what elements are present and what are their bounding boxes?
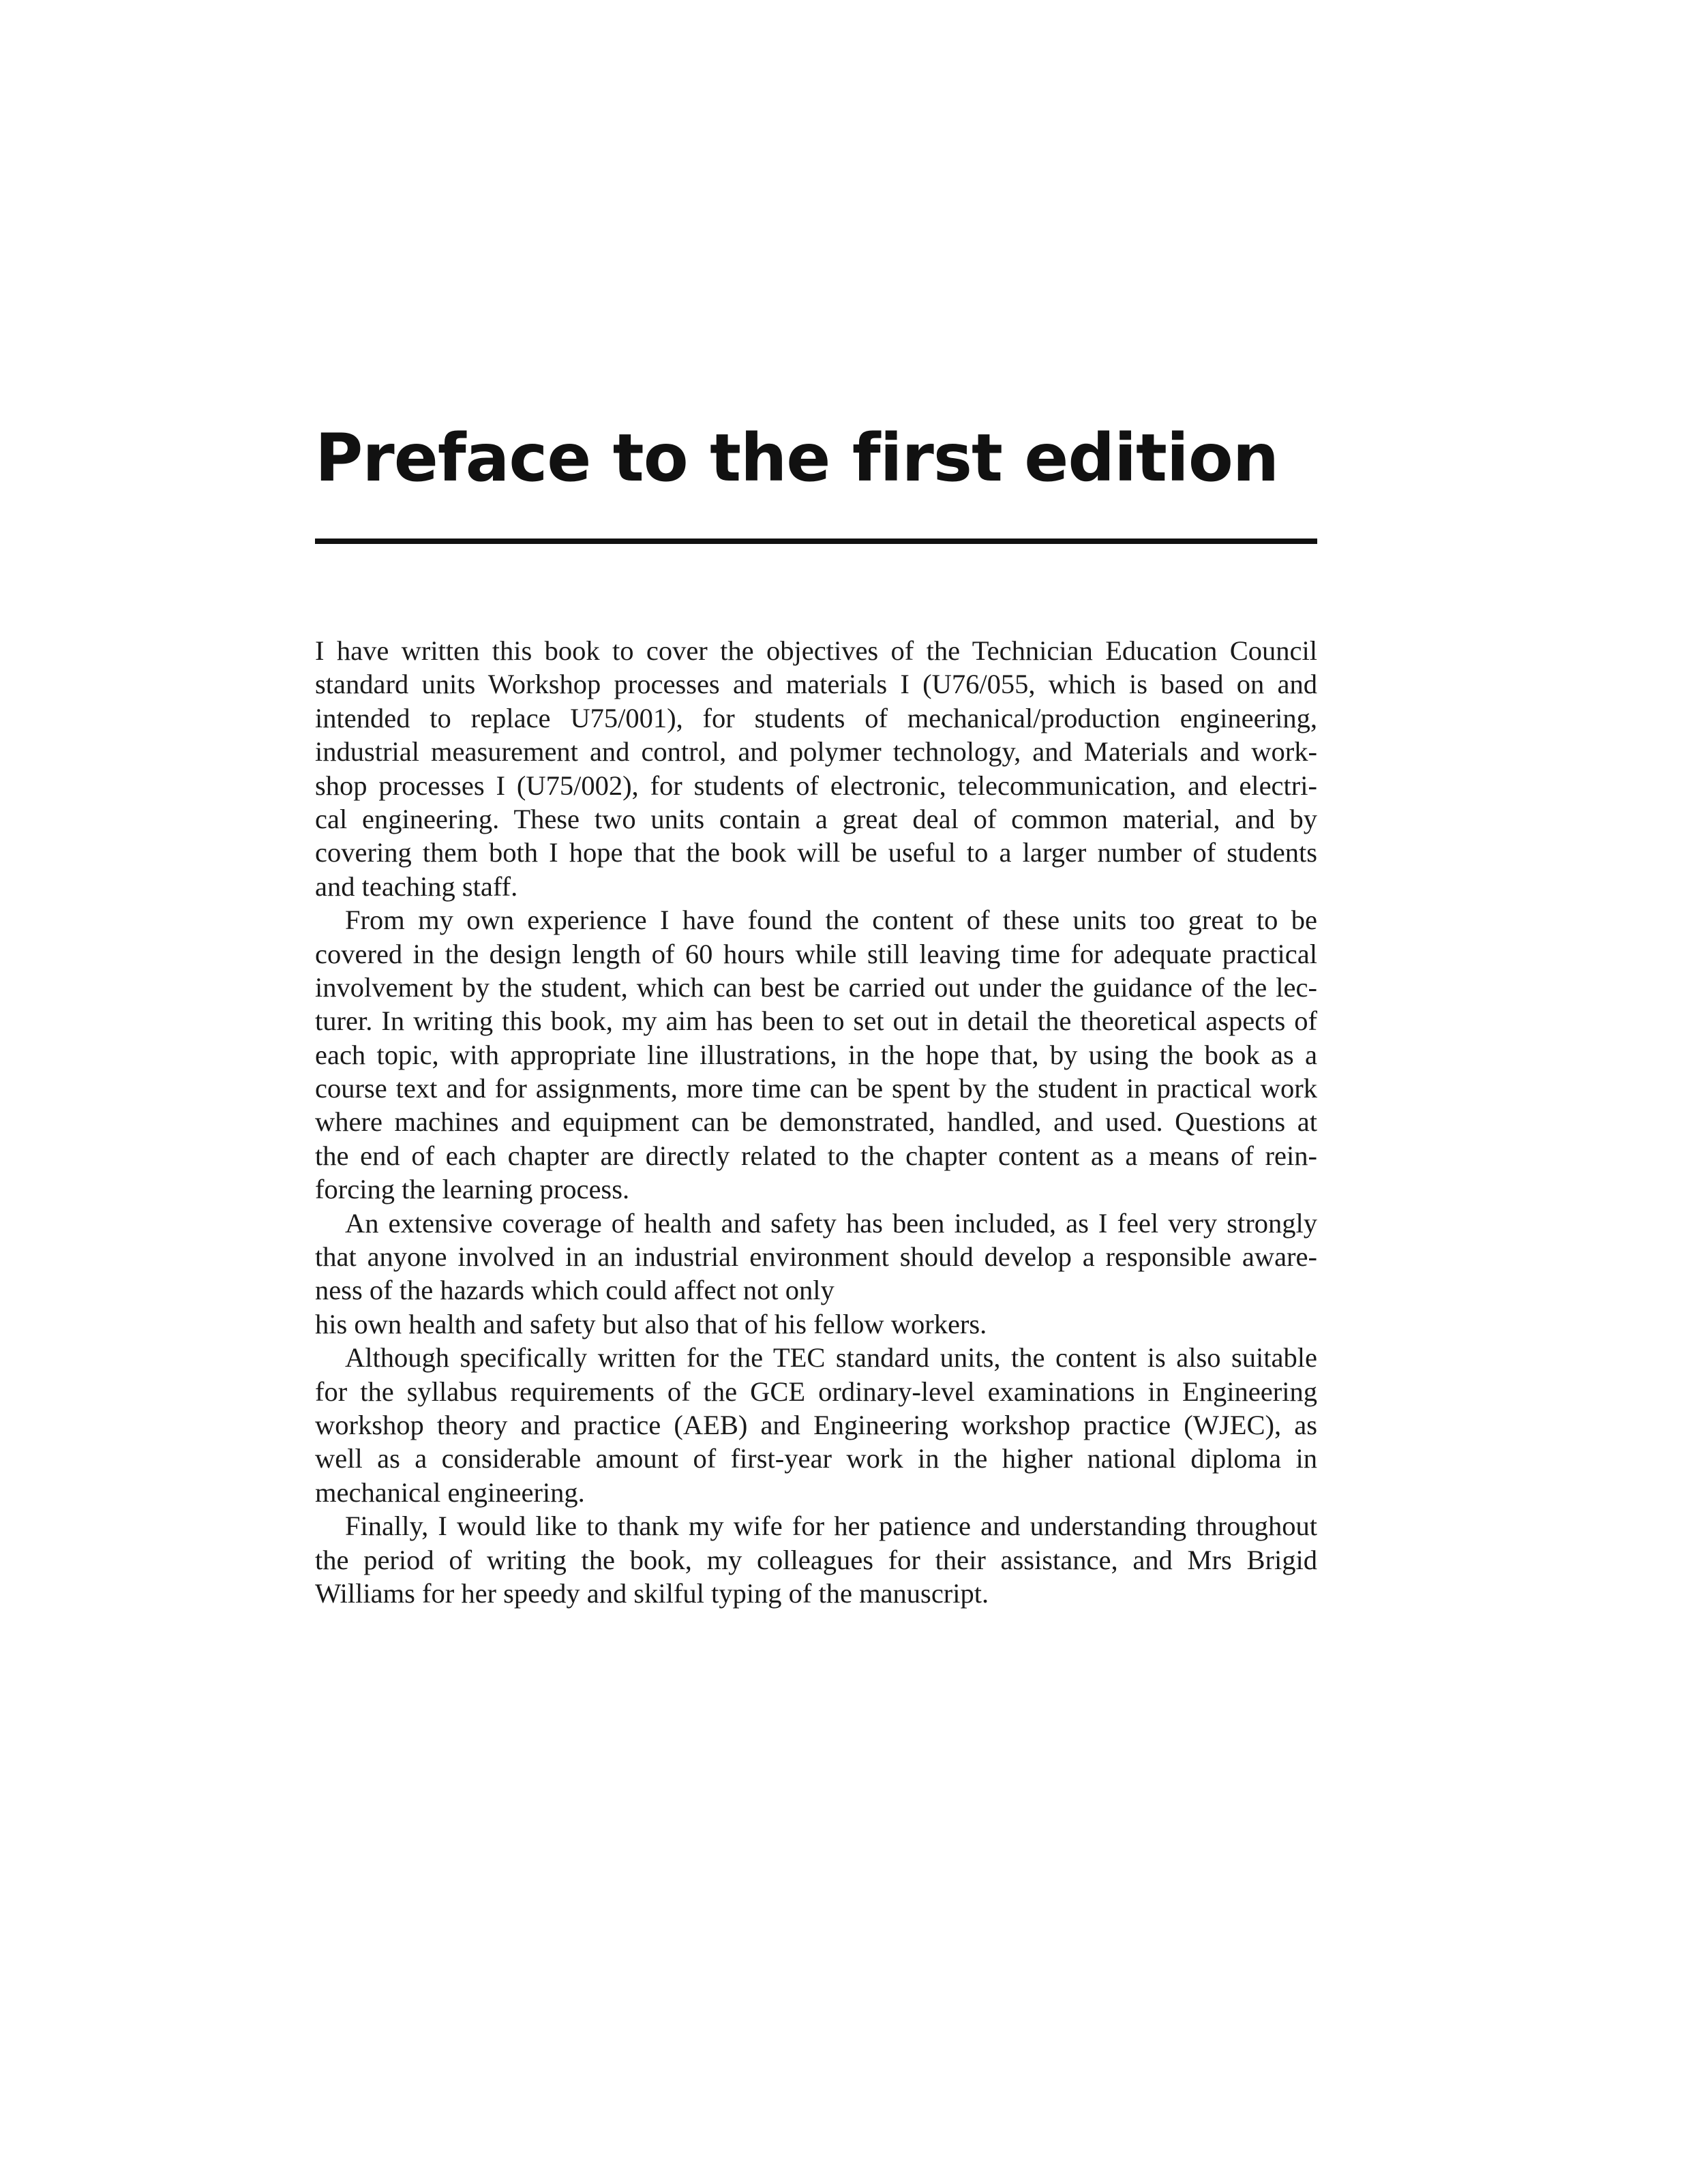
text-line: cal engineering. These two units contain a great deal of common material, and by — [315, 803, 1317, 834]
text-line: each topic, with appropriate line illustrations, in the hope that, by using the book as a — [315, 1039, 1317, 1070]
text-line: An extensive coverage of health and safety has been included, as I feel very strongly — [345, 1207, 1317, 1239]
text-line: covered in the design length of 60 hours while still leaving time for adequate practical — [315, 938, 1317, 969]
text-line: and teaching staff. — [315, 870, 518, 902]
title-divider — [315, 539, 1317, 544]
text-line: shop processes I (U75/002), for students of electronic, telecommunication, and electri- — [315, 770, 1317, 801]
text-line: From my own experience I have found the content of these units too great to be — [345, 905, 1317, 936]
text-line: that anyone involved in an industrial environment should develop a responsible aware- — [315, 1241, 1317, 1273]
text-line: industrial measurement and control, and polymer technology, and Materials and work- — [315, 736, 1317, 768]
text-line: I have written this book to cover the objectives of the Technician Education Council — [315, 635, 1317, 666]
text-line: Finally, I would like to thank my wife for her patience and understanding throughout — [345, 1511, 1317, 1542]
text-line: ness of the hazards which could affect not only — [315, 1275, 835, 1306]
text-line: Williams for her speedy and skilful typing of the manuscript. — [315, 1577, 989, 1609]
text-line: Although specifically written for the TEC standard units, the content is also suitable — [345, 1342, 1317, 1374]
text-line: well as a considerable amount of first-year work in the higher national diploma in — [315, 1443, 1317, 1474]
text-line: course text and for assignments, more time can be spent by the student in practical work — [315, 1073, 1317, 1104]
text-line: for the syllabus requirements of the GCE ordinary-level examinations in Engineering — [315, 1376, 1317, 1407]
preface-body — [315, 634, 1317, 1610]
text-line: workshop theory and practice (AEB) and Engineering workshop practice (WJEC), as — [315, 1409, 1317, 1440]
text-line: involvement by the student, which can best be carried out under the guidance of the lec- — [315, 971, 1317, 1003]
text-line: where machines and equipment can be demonstrated, handled, and used. Questions at — [315, 1106, 1317, 1138]
text-line: mechanical engineering. — [315, 1476, 585, 1508]
text-line: covering them both I hope that the book will be useful to a larger number of students — [315, 837, 1317, 868]
text-line: his own health and safety but also that of his fellow workers. — [315, 1308, 987, 1339]
text-line: the end of each chapter are directly related to the chapter content as a means of rein- — [315, 1140, 1317, 1171]
text-line: standard units Workshop processes and materials I (U76/055, which is based on and — [315, 669, 1317, 700]
text-line: intended to replace U75/001), for students of mechanical/production engineering, — [315, 702, 1317, 733]
text-line: turer. In writing this book, my aim has been to set out in detail the theoretical aspects of — [315, 1005, 1317, 1037]
page-title: Preface to the first edition — [315, 420, 1279, 496]
text-line: forcing the learning process. — [315, 1174, 630, 1205]
text-line: the period of writing the book, my colleagues for their assistance, and Mrs Brigid — [315, 1544, 1317, 1575]
